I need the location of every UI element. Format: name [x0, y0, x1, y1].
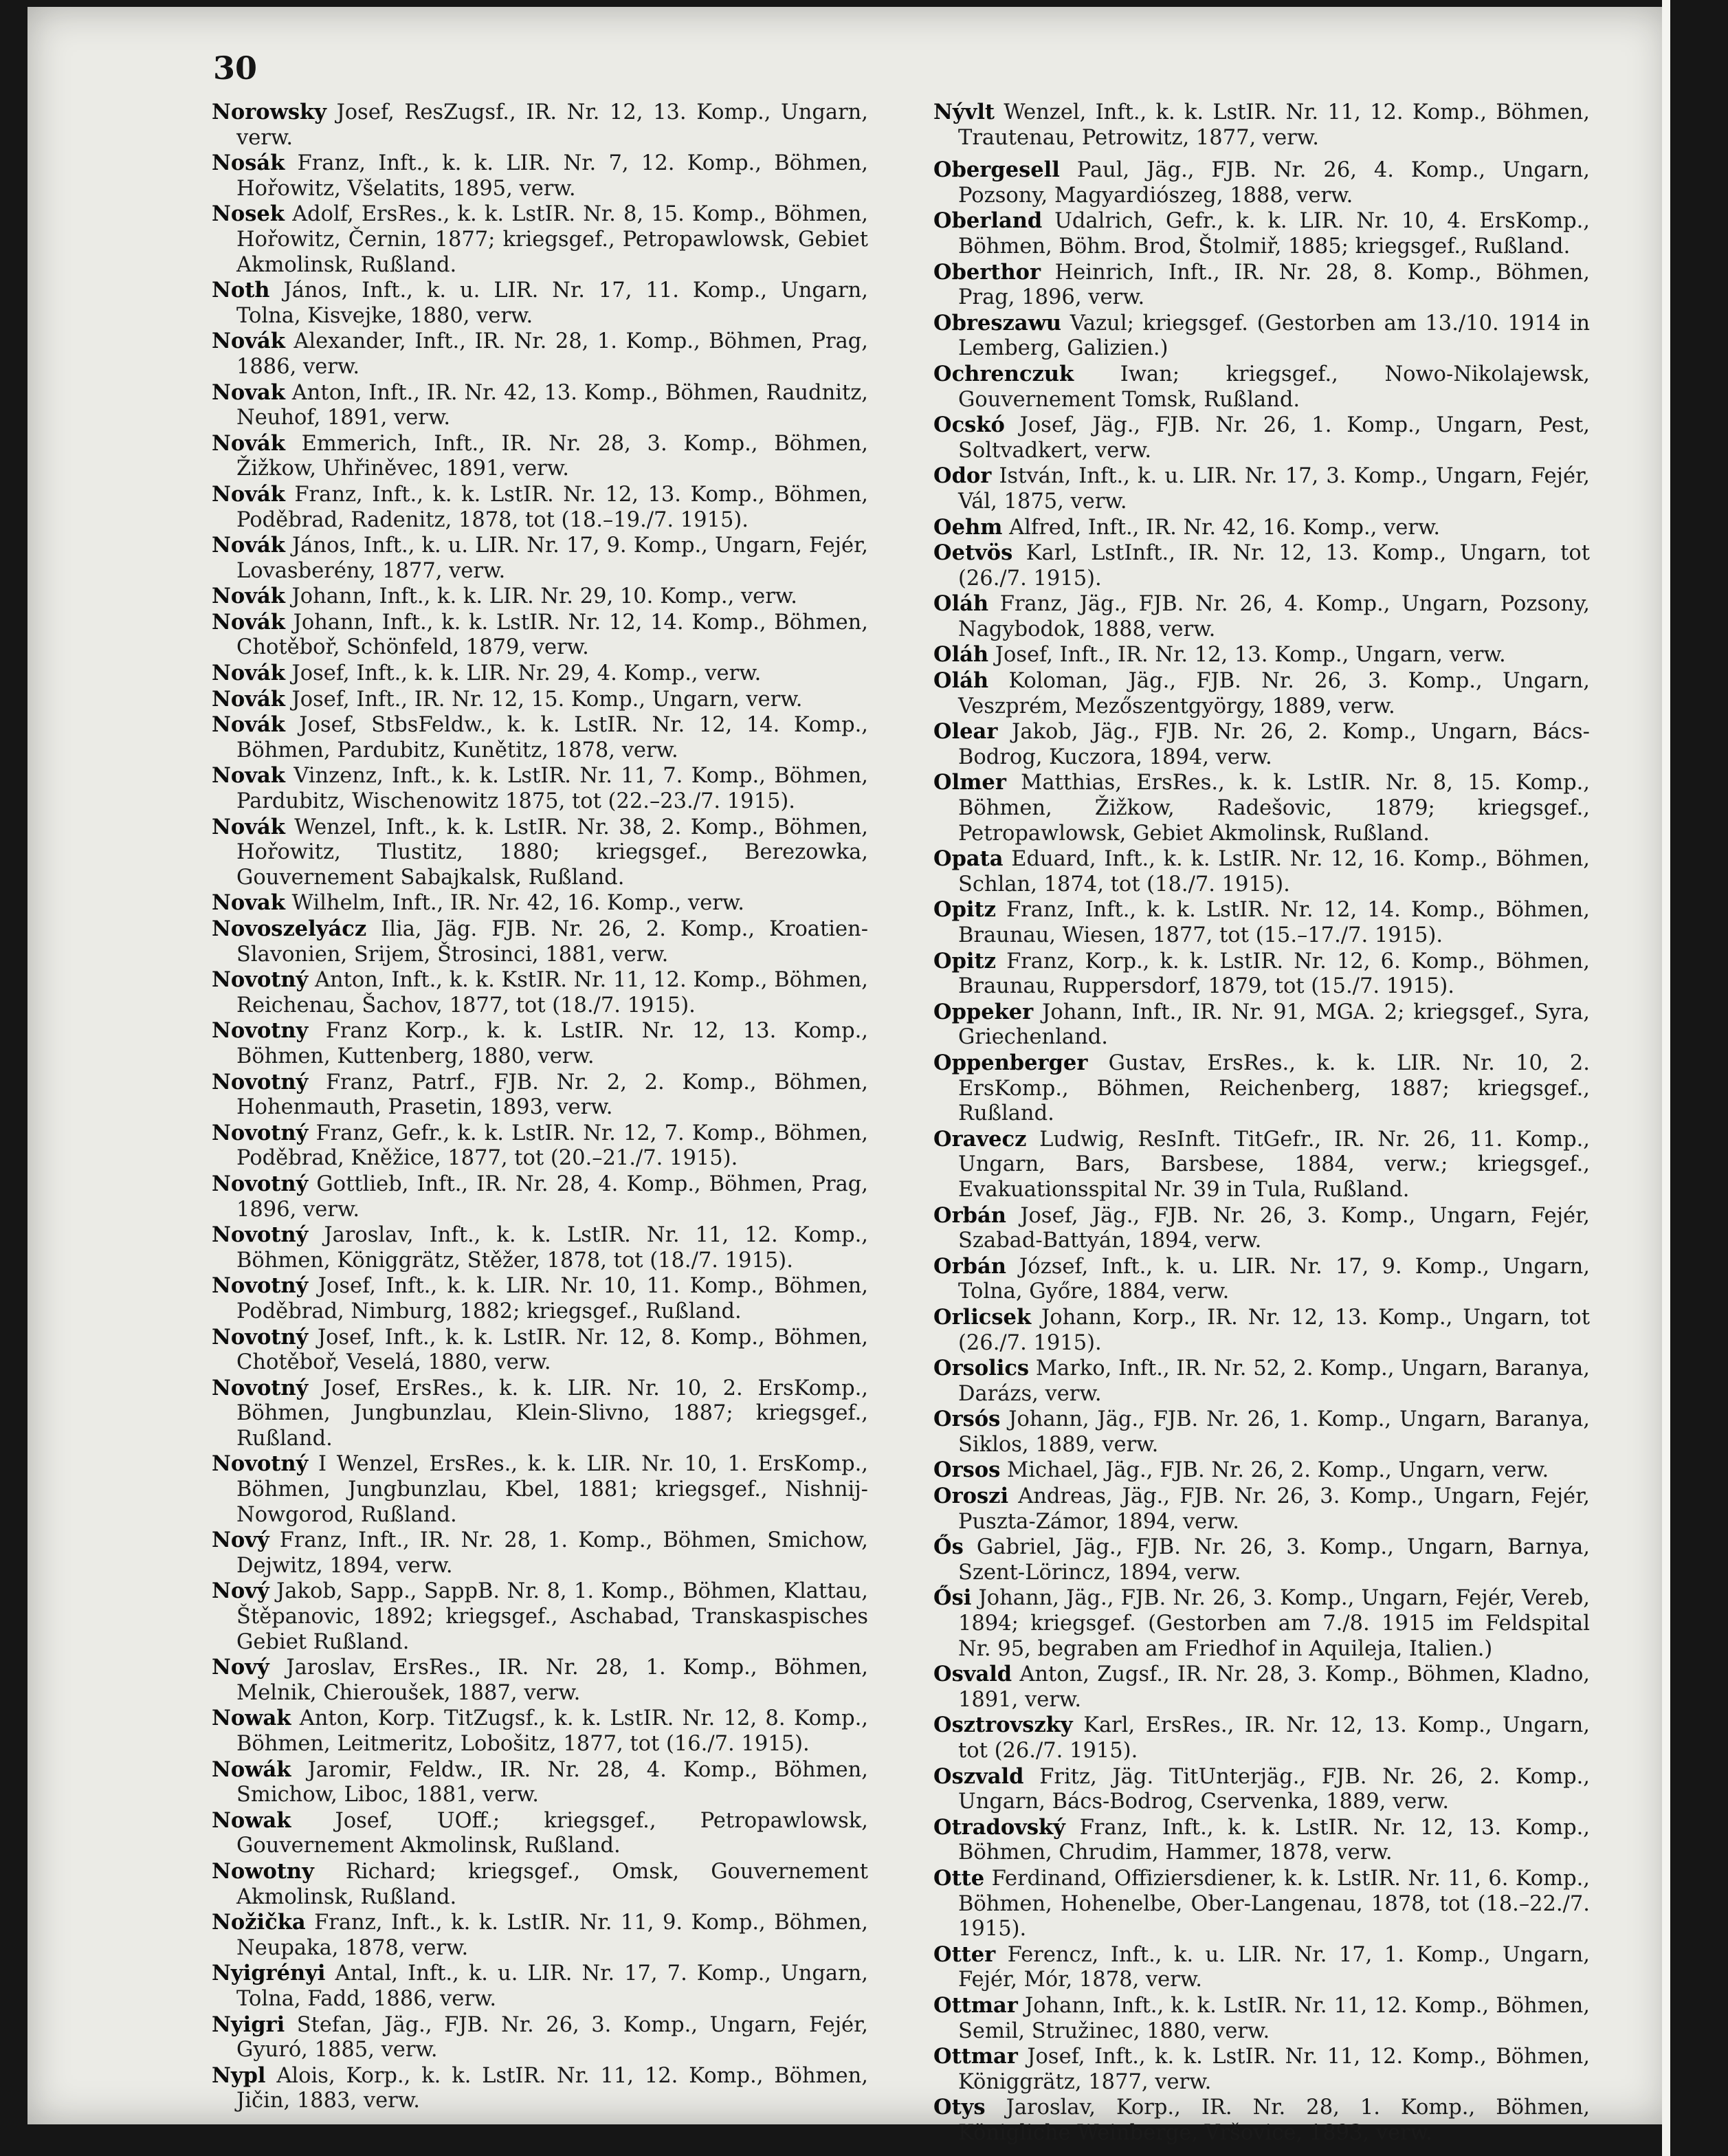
register-entry — [933, 591, 1590, 642]
entry-surname: Novotný — [212, 1451, 309, 1477]
entry-details: I Wenzel, ErsRes., k. k. LIR. Nr. 10, 1. ErsKomp., Böhmen, Jungbunzlau, Kbel, 1881; kriegsgef., Nishnij-Nowgorod, Rußland. — [236, 1452, 868, 1527]
entry-details: Karl, ErsRes., IR. Nr. 12, 13. Komp., Ungarn, tot (26./7. 1915). — [958, 1713, 1590, 1763]
register-entry — [212, 278, 868, 329]
register-entry — [212, 1961, 868, 2012]
register-entry — [212, 712, 868, 763]
entry-surname: Osztrovszky — [933, 1713, 1073, 1738]
entry-surname: Ősi — [933, 1585, 972, 1611]
entry-details: Jaromir, Feldw., IR. Nr. 28, 4. Komp., Böhmen, Smichow, Liboc, 1881, verw. — [236, 1757, 868, 1807]
entry-surname: Novák — [212, 584, 285, 609]
entry-surname: Novotný — [212, 1120, 309, 1145]
entry-details: Jakob, Sapp., SappB. Nr. 8, 1. Komp., Böhmen, Klattau, Štěpanovic, 1892; kriegsgef., Aschabad, Transkaspisches Gebiet Rußland. — [236, 1579, 868, 1654]
register-entry — [933, 642, 1590, 668]
entry-surname: Oppeker — [933, 999, 1034, 1024]
entry-surname: Orbán — [933, 1253, 1006, 1279]
register-entry — [933, 1662, 1590, 1713]
register-entry — [933, 1764, 1590, 1815]
entry-surname: Novotný — [212, 1222, 309, 1248]
entry-surname: Olmer — [933, 770, 1006, 795]
entry-surname: Nypl — [212, 2062, 266, 2088]
register-entry — [212, 1706, 868, 1757]
register-entry — [933, 1254, 1590, 1305]
entry-details: Matthias, ErsRes., k. k. LstIR. Nr. 8, 15. Komp., Böhmen, Žižkow, Radešovic, 1879; kriegsgef., Petropawlowsk, Gebiet Akmolinsk, Rußland. — [958, 771, 1590, 846]
register-entry — [212, 1172, 868, 1222]
register-entry — [212, 151, 868, 201]
entry-details: Ilia, Jäg. FJB. Nr. 26, 2. Komp., Kroatien-Slavonien, Srijem, Štrosinci, 1881, verw. — [236, 917, 868, 967]
entry-details: Josef, Inft., k. k. LstIR. Nr. 11, 12. Komp., Böhmen, Königgrätz, 1877, verw. — [958, 2045, 1590, 2094]
entry-surname: Nyigrényi — [212, 1961, 326, 1986]
entry-details: Johann, Inft., k. k. LIR. Nr. 29, 10. Komp., verw. — [291, 584, 797, 609]
entry-details: Vazul; kriegsgef. (Gestorben am 13./10. 1914 in Lemberg, Galizien.) — [958, 311, 1590, 361]
entry-surname: Oláh — [933, 642, 989, 668]
entry-details: Gottlieb, Inft., IR. Nr. 28, 4. Komp., Böhmen, Prag, 1896, verw. — [236, 1172, 869, 1222]
register-entry — [212, 610, 868, 661]
entry-details: Franz, Inft., k. k. LstIR. Nr. 12, 13. Komp., Böhmen, Chrudim, Hammer, 1878, verw. — [958, 1815, 1590, 1865]
entry-surname: Novotný — [212, 1069, 309, 1094]
register-entry — [933, 1127, 1590, 1203]
register-entry — [212, 482, 868, 533]
register-entry — [212, 1528, 868, 1578]
entry-surname: Nowak — [212, 1706, 291, 1731]
register-entry — [933, 2044, 1590, 2095]
entry-details: Heinrich, Inft., IR. Nr. 28, 8. Komp., Böhmen, Prag, 1896, verw. — [958, 260, 1590, 310]
register-entry — [933, 1458, 1590, 1484]
register-entry — [212, 1070, 868, 1121]
entry-surname: Oppenberger — [933, 1050, 1088, 1075]
entry-details: József, Inft., k. u. LIR. Nr. 17, 9. Komp., Ungarn, Tolna, Győre, 1884, verw. — [958, 1254, 1590, 1304]
register-entry — [933, 311, 1590, 362]
register-entry — [933, 668, 1590, 719]
entry-details: Josef, Inft., k. k. LIR. Nr. 10, 11. Komp., Böhmen, Poděbrad, Nimburg, 1882; kriegsgef., Rußland. — [236, 1274, 868, 1323]
register-entry — [933, 1993, 1590, 2044]
entry-surname: Novák — [212, 609, 285, 635]
entry-surname: Ős — [933, 1534, 964, 1560]
entry-surname: Nowak — [212, 1807, 291, 1833]
entry-surname: Nosák — [212, 151, 285, 176]
register-entry — [933, 1305, 1590, 1356]
entry-details: Franz, Inft., k. k. LstIR. Nr. 12, 13. Komp., Böhmen, Poděbrad, Radenitz, 1878, tot (18.–19./7. 1915). — [236, 482, 868, 532]
entry-surname: Ocskó — [933, 412, 1005, 438]
register-entry — [212, 1655, 868, 1706]
entry-surname: Nožička — [212, 1910, 306, 1935]
page-edge — [1662, 0, 1670, 2156]
entry-surname: Oberland — [933, 208, 1043, 234]
entry-details: Anton, Inft., IR. Nr. 42, 13. Komp., Böhmen, Raudnitz, Neuhof, 1891, verw. — [236, 380, 868, 430]
entry-details: Franz, Inft., k. k. LstIR. Nr. 12, 14. Komp., Böhmen, Braunau, Wiesen, 1877, tot (15.–17./7. 1915). — [958, 898, 1590, 947]
register-entry — [933, 1713, 1590, 1763]
register-entry — [933, 1534, 1590, 1585]
register-entry — [212, 763, 868, 814]
entry-details: Josef, Inft., k. k. LIR. Nr. 29, 4. Komp., verw. — [291, 661, 762, 686]
entry-details: Franz, Jäg., FJB. Nr. 26, 4. Komp., Ungarn, Pozsony, Nagybodok, 1888, verw. — [958, 592, 1590, 641]
entry-surname: Otys — [933, 2095, 986, 2120]
register-entry — [933, 846, 1590, 897]
register-entry — [933, 100, 1590, 151]
entry-details: Franz, Inft., IR. Nr. 28, 1. Komp., Böhmen, Smichow, Dejwitz, 1894, verw. — [236, 1528, 868, 1578]
entry-details: Josef, UOff.; kriegsgef., Petropawlowsk, Gouvernement Akmolinsk, Rußland. — [236, 1808, 868, 1858]
register-entry — [933, 1484, 1590, 1534]
entry-surname: Otradovský — [933, 1814, 1065, 1840]
register-entry — [933, 719, 1590, 770]
entry-details: Wenzel, Inft., k. k. LstIR. Nr. 38, 2. Komp., Böhmen, Hořowitz, Tlustitz, 1880; kriegsgef., Berezowka, Gouvernement Sabajkalsk, Rußland. — [236, 815, 868, 890]
entry-surname: Oláh — [933, 591, 989, 617]
register-entry — [933, 412, 1590, 463]
register-entry — [933, 1050, 1590, 1127]
entry-details: Franz, Gefr., k. k. LstIR. Nr. 12, 7. Komp., Böhmen, Poděbrad, Kněžice, 1877, tot (20.–21./7. 1915). — [236, 1121, 868, 1171]
entry-details: Fritz, Jäg. TitUnterjäg., FJB. Nr. 26, 2. Komp., Ungarn, Bács-Bodrog, Cservenka, 1889, verw. — [958, 1764, 1590, 1814]
entry-details: Josef, StbsFeldw., k. k. LstIR. Nr. 12, 14. Komp., Böhmen, Pardubitz, Kunětitz, 1878, verw. — [236, 713, 868, 762]
entry-details: Ferencz, Inft., k. u. LIR. Nr. 17, 1. Komp., Ungarn, Fejér, Mór, 1878, verw. — [958, 1942, 1590, 1992]
register-entry — [933, 540, 1590, 591]
register-entry — [212, 431, 868, 482]
entry-details: Josef, Jäg., FJB. Nr. 26, 1. Komp., Ungarn, Pest, Soltvadkert, verw. — [958, 413, 1591, 463]
entry-surname: Opitz — [933, 948, 996, 974]
entry-surname: Opata — [933, 846, 1004, 872]
entry-details: Franz Korp., k. k. LstIR. Nr. 12, 13. Komp., Böhmen, Kuttenberg, 1880, verw. — [236, 1019, 868, 1068]
register-entry — [933, 260, 1590, 311]
register-entry — [933, 362, 1590, 412]
entry-surname: Novotný — [212, 1375, 309, 1400]
entry-details: Jaroslav, ErsRes., IR. Nr. 28, 1. Komp., Böhmen, Melnik, Chieroušek, 1887, verw. — [236, 1656, 868, 1705]
entry-surname: Oehm — [933, 514, 1003, 540]
register-entry — [212, 584, 868, 610]
entry-details: Vinzenz, Inft., k. k. LstIR. Nr. 11, 7. Komp., Böhmen, Pardubitz, Wischenowitz 1875, tot (22.–23./7. 1915). — [236, 764, 868, 814]
entry-details: Antal, Inft., k. u. LIR. Nr. 17, 7. Komp., Ungarn, Tolna, Fadd, 1886, verw. — [236, 1961, 868, 2011]
entry-surname: Osvald — [933, 1662, 1012, 1687]
register-entry — [933, 1407, 1590, 1458]
entry-surname: Novotný — [212, 1324, 309, 1350]
register-entry — [933, 515, 1590, 541]
entry-details: Jakob, Jäg., FJB. Nr. 26, 2. Komp., Ungarn, Bács-Bodrog, Kuczora, 1894, verw. — [958, 720, 1590, 769]
register-entry — [212, 890, 868, 916]
entry-details: Wilhelm, Inft., IR. Nr. 42, 16. Komp., verw. — [291, 891, 744, 916]
register-entry — [212, 916, 868, 967]
entry-surname: Novotný — [212, 1171, 309, 1196]
entry-details: Franz, Patrf., FJB. Nr. 2, 2. Komp., Böhmen, Hohenmauth, Prasetin, 1893, verw. — [236, 1070, 868, 1120]
entry-details: Jaroslav, Inft., k. k. LstIR. Nr. 11, 12. Komp., Böhmen, Königgrätz, Stěžer, 1878, tot (18./7. 1915). — [236, 1223, 868, 1273]
entry-details: Josef, Inft., IR. Nr. 12, 13. Komp., Ungarn, verw. — [995, 643, 1506, 668]
register-entry — [212, 1578, 868, 1655]
register-entry — [933, 1585, 1590, 1662]
entry-surname: Odor — [933, 463, 992, 489]
entry-details: Emmerich, Inft., IR. Nr. 28, 3. Komp., Böhmen, Žižkow, Uhřiněvec, 1891, verw. — [236, 431, 868, 481]
right-column — [933, 100, 1590, 2146]
register-entry — [212, 100, 868, 151]
entry-surname: Novák — [212, 686, 285, 712]
entry-details: Johann, Inft., IR. Nr. 91, MGA. 2; kriegsgef., Syra, Griechenland. — [958, 1000, 1590, 1050]
register-entry — [933, 463, 1590, 514]
entry-surname: Norowsky — [212, 100, 326, 124]
entry-details: Josef, Jäg., FJB. Nr. 26, 3. Komp., Ungarn, Fejér, Szabad-Battyán, 1894, verw. — [958, 1203, 1590, 1253]
entry-details: Ferdinand, Offiziersdiener, k. k. LstIR. Nr. 11, 6. Komp., Böhmen, Hohenelbe, Ober-Langenau, 1878, tot (18.–22./7. 1915). — [958, 1866, 1590, 1942]
entry-surname: Nový — [212, 1655, 269, 1680]
register-entry — [933, 897, 1590, 948]
entry-details: Jaroslav, Korp., IR. Nr. 28, 1. Komp., Böhmen, Königliche Weinberge, Vršovice, 1893, verw. — [958, 2096, 1590, 2145]
entry-surname: Nývlt — [933, 100, 995, 124]
register-entry — [212, 661, 868, 687]
entry-surname: Novák — [212, 712, 285, 738]
entry-details: Josef, ResZugsf., IR. Nr. 12, 13. Komp., Ungarn, verw. — [236, 100, 868, 150]
entry-surname: Novak — [212, 890, 285, 916]
register-entry — [933, 208, 1590, 259]
entry-details: Anton, Korp. TitZugsf., k. k. LstIR. Nr. 12, 8. Komp., Böhmen, Leitmeritz, Lobošitz, 1877, tot (16./7. 1915). — [236, 1706, 869, 1756]
entry-details: Alexander, Inft., IR. Nr. 28, 1. Komp., Böhmen, Prag, 1886, verw. — [236, 329, 868, 379]
entry-details: Josef, Inft., k. k. LstIR. Nr. 12, 8. Komp., Böhmen, Chotěboř, Veselá, 1880, verw. — [236, 1325, 868, 1375]
entry-surname: Nový — [212, 1528, 269, 1553]
entry-details: Michael, Jäg., FJB. Nr. 26, 2. Komp., Ungarn, verw. — [1007, 1458, 1549, 1483]
register-entry — [933, 949, 1590, 1000]
register-entry — [212, 815, 868, 891]
entry-details: Wenzel, Inft., k. k. LstIR. Nr. 11, 12. Komp., Böhmen, Trautenau, Petrowitz, 1877, verw. — [958, 100, 1590, 150]
register-entry — [212, 1757, 868, 1808]
entry-details: János, Inft., k. u. LIR. Nr. 17, 11. Komp., Ungarn, Tolna, Kisvejke, 1880, verw. — [236, 278, 868, 328]
entry-details: Udalrich, Gefr., k. k. LIR. Nr. 10, 4. ErsKomp., Böhmen, Böhm. Brod, Štolmiř, 1885; kriegsgef., Rußland. — [958, 209, 1591, 258]
entry-surname: Oroszi — [933, 1484, 1009, 1509]
register-entry — [212, 1451, 868, 1528]
register-entry — [212, 1376, 868, 1452]
register-entry — [212, 1222, 868, 1273]
entry-surname: Otte — [933, 1865, 985, 1891]
entry-details: Johann, Inft., k. k. LstIR. Nr. 11, 12. Komp., Böhmen, Semil, Stružinec, 1880, verw. — [958, 1993, 1590, 2043]
entry-details: Iwan; kriegsgef., Nowo-Nikolajewsk, Gouvernement Tomsk, Rußland. — [958, 362, 1590, 412]
entry-surname: Novák — [212, 533, 285, 558]
entry-surname: Novák — [212, 661, 285, 686]
register-entry — [933, 1942, 1590, 1993]
entry-details: Johann, Jäg., FJB. Nr. 26, 1. Komp., Ungarn, Baranya, Siklos, 1889, verw. — [958, 1407, 1590, 1457]
entry-surname: Opitz — [933, 897, 996, 923]
entry-surname: Novak — [212, 380, 285, 405]
document-page — [27, 7, 1670, 2145]
entry-surname: Novotný — [212, 967, 309, 993]
register-entry — [212, 967, 868, 1018]
entry-surname: Novotny — [212, 1018, 309, 1044]
entry-details: Ludwig, ResInft. TitGefr., IR. Nr. 26, 11. Komp., Ungarn, Bars, Barsbese, 1884, verw.; kriegsgef., Evakuationsspital Nr. 39 in Tula, Rußland. — [958, 1127, 1590, 1202]
entry-details: Koloman, Jäg., FJB. Nr. 26, 3. Komp., Ungarn, Veszprém, Mezőszentgyörgy, 1889, verw. — [958, 669, 1590, 718]
entry-surname: Noth — [212, 278, 270, 303]
register-entry — [933, 2095, 1590, 2146]
entry-details: Eduard, Inft., k. k. LstIR. Nr. 12, 16. Komp., Böhmen, Schlan, 1874, tot (18./7. 1915). — [958, 847, 1590, 896]
entry-surname: Orsós — [933, 1407, 1001, 1432]
entry-surname: Oláh — [933, 668, 989, 694]
entry-details: Adolf, ErsRes., k. k. LstIR. Nr. 8, 15. Komp., Böhmen, Hořowitz, Černin, 1877; kriegsgef., Petropawlowsk, Gebiet Akmolinsk, Rußland. — [236, 202, 868, 277]
register-entry — [212, 1859, 868, 1910]
entry-surname: Oetvös — [933, 540, 1013, 566]
register-entry — [212, 329, 868, 380]
entry-details: István, Inft., k. u. LIR. Nr. 17, 3. Komp., Ungarn, Fejér, Vál, 1875, verw. — [958, 464, 1590, 514]
register-entry — [933, 770, 1590, 846]
entry-surname: Orsolics — [933, 1356, 1030, 1381]
entry-details: Andreas, Jäg., FJB. Nr. 26, 3. Komp., Ungarn, Fejér, Puszta-Zámor, 1894, verw. — [958, 1484, 1590, 1534]
entry-details: János, Inft., k. u. LIR. Nr. 17, 9. Komp., Ungarn, Fejér, Lovasberény, 1877, verw. — [236, 534, 868, 583]
register-entry — [212, 2012, 868, 2063]
entry-surname: Novák — [212, 430, 285, 456]
entry-surname: Nosek — [212, 201, 285, 227]
entry-details: Gabriel, Jäg., FJB. Nr. 26, 3. Komp., Ungarn, Barnya, Szent-Lörincz, 1894, verw. — [958, 1535, 1590, 1585]
entry-details: Johann, Jäg., FJB. Nr. 26, 3. Komp., Ungarn, Fejér, Vereb, 1894; kriegsgef. (Gestorben am 7./8. 1915 im Feldspital Nr. 95, begraben am Friedhof in Aquileja, Italien.) — [958, 1586, 1590, 1661]
entry-surname: Nový — [212, 1578, 269, 1604]
register-entry — [933, 1000, 1590, 1050]
entry-details: Franz, Inft., k. k. LIR. Nr. 7, 12. Komp., Böhmen, Hořowitz, Všelatits, 1895, verw. — [236, 151, 868, 201]
entry-surname: Novák — [212, 814, 285, 839]
entry-surname: Novak — [212, 763, 285, 789]
entry-surname: Orlicsek — [933, 1304, 1032, 1330]
entry-details: Josef, ErsRes., k. k. LIR. Nr. 10, 2. ErsKomp., Böhmen, Jungbunzlau, Klein-Slivno, 1887; kriegsgef., Rußland. — [236, 1376, 869, 1451]
entry-surname: Orsos — [933, 1458, 1001, 1483]
entry-details: Johann, Korp., IR. Nr. 12, 13. Komp., Ungarn, tot (26./7. 1915). — [958, 1305, 1590, 1355]
entry-details: Alois, Korp., k. k. LstIR. Nr. 11, 12. Komp., Böhmen, Jičin, 1883, verw. — [236, 2063, 868, 2113]
entry-details: Alfred, Inft., IR. Nr. 42, 16. Komp., verw. — [1009, 515, 1441, 540]
entry-surname: Novoszelyácz — [212, 916, 367, 941]
entry-surname: Nowák — [212, 1757, 291, 1782]
entry-surname: Ochrenczuk — [933, 361, 1074, 386]
entry-details: Anton, Inft., k. k. KstIR. Nr. 11, 12. Komp., Böhmen, Reichenau, Šachov, 1877, tot (18./7. 1915). — [236, 968, 868, 1018]
entry-surname: Novotný — [212, 1273, 309, 1299]
entry-surname: Oberthor — [933, 259, 1041, 285]
entry-details: Gustav, ErsRes., k. k. LIR. Nr. 10, 2. ErsKomp., Böhmen, Reichenberg, 1887; kriegsgef., Rußland. — [958, 1050, 1590, 1126]
register-entry — [933, 157, 1590, 208]
entry-details: Anton, Zugsf., IR. Nr. 28, 3. Komp., Böhmen, Kladno, 1891, verw. — [958, 1662, 1591, 1712]
entry-surname: Oszvald — [933, 1763, 1024, 1789]
entry-surname: Otter — [933, 1942, 996, 1967]
register-entry — [212, 201, 868, 278]
register-entry — [212, 687, 868, 713]
entry-details: Richard; kriegsgef., Omsk, Gouvernement Akmolinsk, Rußland. — [236, 1859, 868, 1909]
entry-surname: Olear — [933, 719, 998, 745]
register-entry — [933, 1356, 1590, 1407]
register-entry — [212, 533, 868, 584]
register-entry — [933, 1866, 1590, 1942]
entry-surname: Orbán — [933, 1202, 1006, 1228]
entry-details: Karl, LstInft., IR. Nr. 12, 13. Komp., Ungarn, tot (26./7. 1915). — [958, 541, 1590, 591]
register-entry — [212, 2063, 868, 2114]
register-entry — [212, 380, 868, 431]
entry-details: Johann, Inft., k. k. LstIR. Nr. 12, 14. Komp., Böhmen, Chotěboř, Schönfeld, 1879, verw. — [236, 610, 868, 660]
entry-surname: Novák — [212, 329, 285, 354]
register-entry — [212, 1910, 868, 1961]
register-entry — [212, 1018, 868, 1069]
register-entry — [212, 1121, 868, 1172]
register-entry — [212, 1808, 868, 1859]
entry-surname: Nyigri — [212, 2012, 285, 2037]
register-entry — [212, 1273, 868, 1324]
entry-surname: Oravecz — [933, 1126, 1027, 1152]
register-entry — [212, 1325, 868, 1376]
entry-details: Marko, Inft., IR. Nr. 52, 2. Komp., Ungarn, Baranya, Darázs, verw. — [958, 1356, 1590, 1406]
entry-details: Franz, Inft., k. k. LstIR. Nr. 11, 9. Komp., Böhmen, Neupaka, 1878, verw. — [236, 1911, 868, 1960]
page-number: 30 — [213, 50, 258, 87]
entry-details: Stefan, Jäg., FJB. Nr. 26, 3. Komp., Ungarn, Fejér, Gyuró, 1885, verw. — [236, 2012, 868, 2062]
entry-surname: Novák — [212, 481, 285, 507]
entry-details: Josef, Inft., IR. Nr. 12, 15. Komp., Ungarn, verw. — [291, 687, 803, 712]
entry-surname: Ottmar — [933, 1992, 1018, 2018]
entry-details: Paul, Jäg., FJB. Nr. 26, 4. Komp., Ungarn, Pozsony, Magyardiószeg, 1888, verw. — [958, 158, 1590, 208]
register-entry — [933, 1815, 1590, 1866]
entry-surname: Ottmar — [933, 2044, 1018, 2069]
register-entry — [933, 1203, 1590, 1254]
left-column — [212, 100, 868, 2114]
entry-surname: Obreszawu — [933, 310, 1062, 336]
entry-details: Franz, Korp., k. k. LstIR. Nr. 12, 6. Komp., Böhmen, Braunau, Ruppersdorf, 1879, tot (15./7. 1915). — [958, 949, 1590, 999]
entry-surname: Nowotny — [212, 1858, 314, 1884]
entry-surname: Obergesell — [933, 157, 1060, 183]
